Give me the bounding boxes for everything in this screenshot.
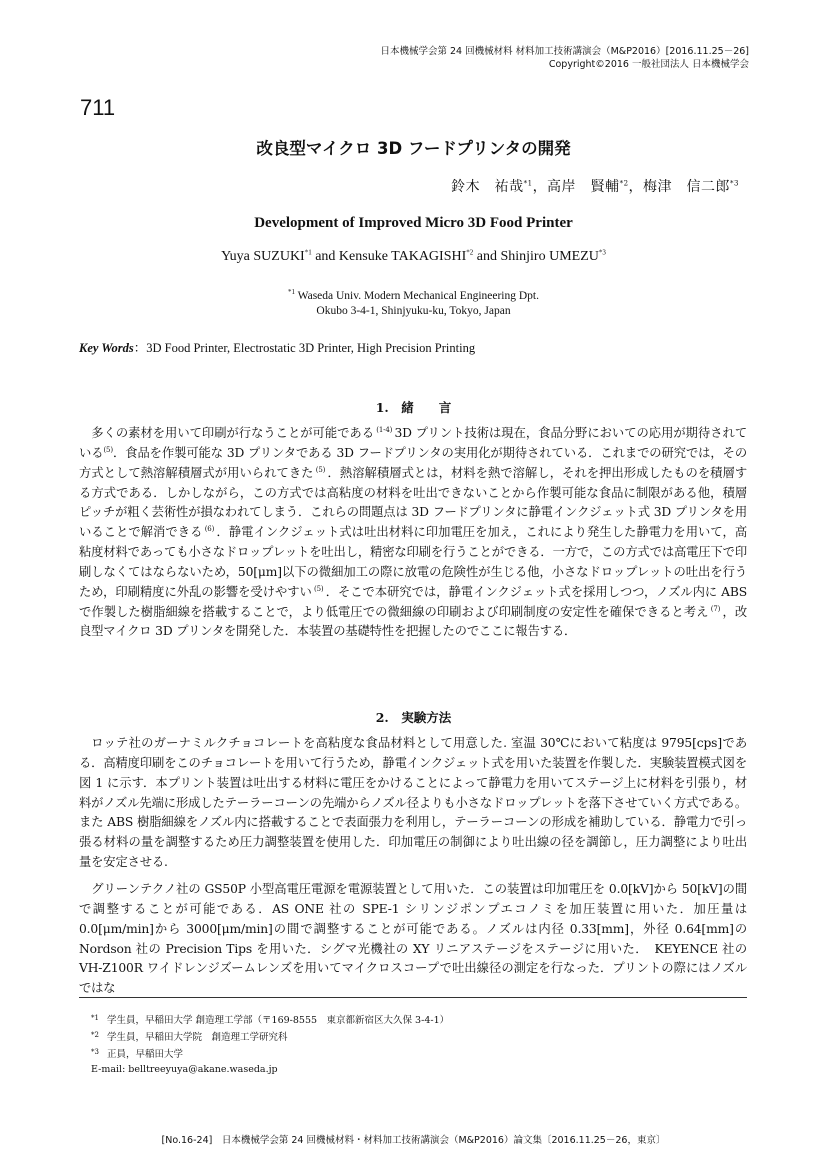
author-en-3-mark: *3 — [598, 248, 606, 257]
affiliation-mark: *1 — [287, 288, 295, 297]
affiliation-line-2: Okubo 3-4-1, Shinjyuku-ku, Tokyo, Japan — [316, 305, 511, 317]
methods-paragraph-1: ロッテ社のガーナミルクチョコレートを高粘度な食品材料として用意した. 室温 30℃において粘度は 9795[cps]である．高精度印刷をこのチョコレートを用いて行うため，静電インクジェット式を用いた装置を作製した．実験装置模式図を図 1 に示す．本プリント装置は吐出する材料に電圧をかけることによって静電力を用いてステージ上に材料を引張り，材料がノズル先端に形成したテーラーコーンの先端からノズル径よりも小さなドロップレットを落下させていく方式である。また ABS 樹脂細線をノズル内に搭載することで表面張力を利用し，テーラーコーンの形成を補助している．静電力で引っ張る材料の量を調整するため圧力調整装置を使用した．印加電圧の制御により吐出線の径を調節し，圧力調整により吐出量を安定させる. — [79, 736, 747, 870]
footnote-3-mark: *3 — [91, 1048, 99, 1056]
citation-ref: (1-4) — [374, 425, 395, 434]
affiliation-line-1: Waseda Univ. Modern Mechanical Engineering Dpt. — [294, 290, 539, 302]
footnote-3 — [91, 1045, 449, 1062]
intro-text-f: ．そこで本研究では，静電インクジェット式を採用しつつ，ノズル内に ABS で作製した樹脂細線を搭載することで，より低電圧での微細線の印刷および印刷制度の安定性を確保できると考え — [79, 584, 747, 619]
author-en-2-mark: *2 — [466, 248, 474, 257]
author-en-1-mark: *1 — [304, 248, 312, 257]
page-number: 711 — [80, 95, 116, 120]
intro-text-d: ．熱溶解積層式とは，材料を熱で溶解し，それを押出形成したものを積層する方式である．しかしながら，この方式では高粘度の材料を吐出できないことから作製可能な食品に制限がある他，積層ピッチが粗く芸術性が損なわれてしまう．これらの問題点は 3D フードプリンタに静電インクジェット式 3D プリンタを用いることで解消できる — [79, 465, 747, 540]
footnotes — [91, 1011, 449, 1077]
citation-ref: (5) — [311, 584, 326, 593]
email: E-mail: belltreeyuya@akane.waseda.jp — [91, 1064, 278, 1075]
author-en-2: and Kensuke TAKAGISHI — [311, 249, 467, 264]
author-3-mark: *3 — [730, 179, 739, 188]
introduction-paragraph — [79, 424, 747, 642]
authors-english — [0, 249, 827, 265]
footnote-1-mark: *1 — [91, 1014, 99, 1022]
proceedings-footer: [No.16-24] 日本機械学会第 24 回機械材料・材料加工技術講演会（M&P2016）論文集〔2016.11.25－26，東京〕 — [161, 1135, 666, 1146]
intro-text-c: ．食品を作製可能な 3D プリンタである 3D フードプリンタの実用化が期待されている．これまでの研究では，その方式として熱溶解積層式が用いられてきた — [79, 445, 747, 480]
citation-ref: (5) — [313, 465, 328, 474]
section-2-heading: 2. 実験方法 — [375, 710, 452, 725]
author-2-mark: *2 — [619, 179, 629, 188]
author-1: 鈴木 祐哉 — [451, 179, 524, 195]
section-1-heading: 1. 緒 言 — [375, 400, 452, 415]
keywords-text: ：3D Food Printer, Electrostatic 3D Printer, High Precision Printing — [133, 341, 476, 355]
citation-ref: (6) — [202, 525, 217, 534]
author-1-mark: *1 — [523, 179, 533, 188]
intro-text-b: 3D プリント技術は現在，食品分野においての応用が期待されている — [79, 426, 747, 460]
intro-text-e: ．静電インクジェット式は吐出材料に印加電圧を加え，これにより発生した静電力を用いて，高粘度材料であっても小さなドロップレットを吐出し，精密な印刷を行うことができる．一方で，この方式では高電圧下で印刷しなくてはならないため，50[μm]以下の微細加工の際に放電の危険性が生じる他，小さなドロップレットの吐出を行うため，印刷精度に外乱の影響を受けやすい — [79, 525, 747, 599]
title-japanese: 改良型マイクロ 3D フードプリンタの開発 — [256, 139, 571, 158]
footnote-divider — [79, 997, 747, 998]
author-en-3: and Shinjiro UMEZU — [473, 249, 599, 264]
footnote-2-text: 学生員，早稲田大学院 創造理工学研究科 — [107, 1032, 288, 1043]
author-en-1: Yuya SUZUKI — [221, 249, 305, 264]
footnote-3-text: 正員，早稲田大学 — [107, 1049, 184, 1060]
intro-text-a: 多くの素材を用いて印刷が行なうことが可能である — [91, 426, 375, 440]
affiliation — [0, 289, 827, 319]
title-english: Development of Improved Micro 3D Food Printer — [254, 215, 573, 231]
author-3: ，梅津 信二郎 — [628, 179, 731, 195]
footnote-2-mark: *2 — [91, 1031, 99, 1039]
keywords — [79, 338, 475, 356]
intro-text-g: ，改良型マイクロ 3D プリンタを開発した．本装置の基礎特性を把握したのでここに報告する． — [79, 604, 748, 639]
keywords-label: Key Words — [79, 341, 134, 355]
footnote-1 — [91, 1011, 449, 1028]
citation-ref: (7) — [708, 604, 723, 613]
citation-ref: (5) — [103, 445, 113, 454]
header-conference: 日本機械学会第 24 回機械材料 材料加工技術講演会（M&P2016）[2016.11.25－26] — [380, 46, 749, 57]
header-copyright: Copyright©2016 一般社団法人 日本機械学会 — [548, 59, 749, 70]
footnote-2 — [91, 1028, 449, 1045]
authors-japanese — [451, 176, 739, 196]
author-2: ，高岸 賢輔 — [532, 179, 620, 195]
footnote-1-text: 学生員，早稲田大学 創造理工学部（〒169-8555 東京都新宿区大久保 3-4-1） — [107, 1015, 450, 1026]
methods-paragraph-2: グリーンテクノ社の GS50P 小型高電圧電源を電源装置として用いた．この装置は印加電圧を 0.0[kV]から 50[kV]の間で調整することが可能である．AS ONE 社の SPE-1 シリンジポンプエコノミを加圧装置に用いた．加圧量は 0.0[μm/min]から 3000[μm/min]の間で調整することが可能である。ノズルは内径 0.33[mm]，外径 0.64[mm]の Nordson 社の Precision Tips を用いた．シグマ光機社の XY リニアステージをステージに用いた． KEYENCE 社の VH-Z100R ワイドレンジズームレンズを用いてマイクロスコープで吐出線径の測定を行なった．プリントの際にはノズルではな — [79, 882, 747, 996]
